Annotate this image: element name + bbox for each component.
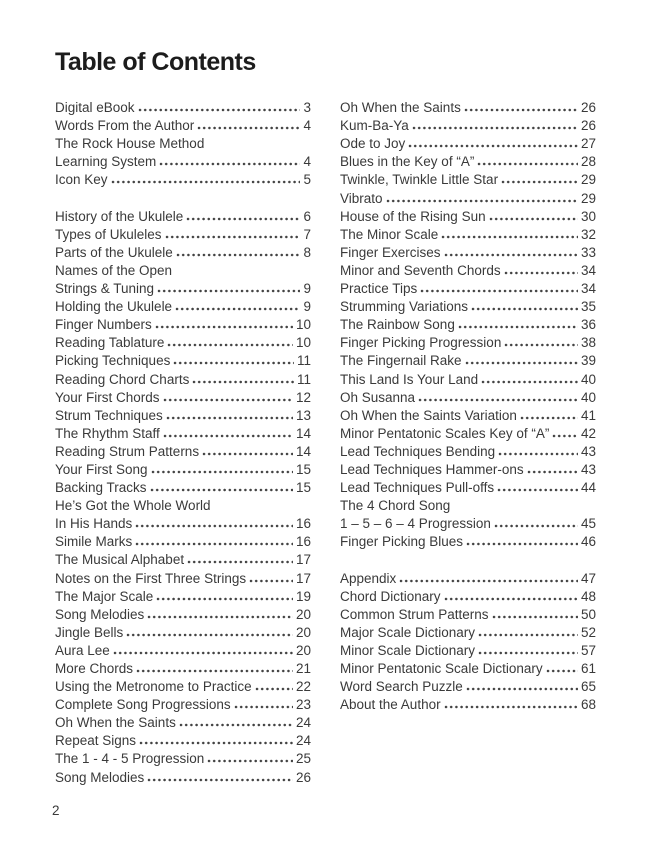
toc-entry-title: Finger Numbers xyxy=(55,317,152,333)
toc-entry xyxy=(340,477,596,495)
toc-leader-dots xyxy=(465,361,578,365)
toc-entry-title: Oh When the Saints Variation xyxy=(340,407,517,423)
toc-entry xyxy=(55,224,311,242)
toc-leader-dots xyxy=(249,579,293,583)
toc-entry-page-number: 29 xyxy=(580,172,596,188)
toc-leader-dots xyxy=(156,597,293,601)
toc-entry-title: Words From the Author xyxy=(55,118,195,134)
toc-leader-dots xyxy=(494,524,578,528)
toc-entry-page-number: 20 xyxy=(295,606,311,622)
toc-entry-page-number: 24 xyxy=(295,715,311,731)
toc-entry-page-number: 10 xyxy=(295,317,311,333)
toc-entry-title: Vibrato xyxy=(340,190,383,206)
toc-leader-dots xyxy=(113,651,293,655)
toc-entry-title: Chord Dictionary xyxy=(340,588,441,604)
toc-entry xyxy=(55,97,311,115)
toc-section-spacer xyxy=(340,549,596,567)
toc-entry-title: Finger Picking Progression xyxy=(340,335,502,351)
toc-entry xyxy=(340,676,596,694)
toc-entry-page-number: 34 xyxy=(580,281,596,297)
toc-leader-dots xyxy=(466,687,578,691)
toc-entry-title: Strumming Variations xyxy=(340,299,469,315)
toc-entry-title: Strings & Tuning xyxy=(55,281,155,297)
toc-leader-dots xyxy=(111,180,301,184)
toc-entry-page-number: 24 xyxy=(295,733,311,749)
toc-entry-title: The 1 - 4 - 5 Progression xyxy=(55,751,205,767)
toc-entry xyxy=(340,640,596,658)
toc-entry xyxy=(340,459,596,477)
toc-leader-dots xyxy=(444,253,578,257)
toc-leader-dots xyxy=(155,325,293,329)
toc-leader-dots xyxy=(418,398,578,402)
toc-entry-page-number: 20 xyxy=(295,642,311,658)
toc-leader-dots xyxy=(481,380,578,384)
toc-entry xyxy=(340,350,596,368)
toc-leader-dots xyxy=(197,126,300,130)
toc-entry-page-number: 9 xyxy=(303,281,311,297)
toc-entry-page-number: 19 xyxy=(295,588,311,604)
toc-entry-page-number: 11 xyxy=(296,353,311,369)
toc-entry xyxy=(55,658,311,676)
toc-entry-page-number: 40 xyxy=(580,389,596,405)
toc-entry xyxy=(55,278,311,296)
toc-entry xyxy=(55,694,311,712)
toc-entry xyxy=(340,115,596,133)
toc-leader-dots xyxy=(412,126,578,130)
toc-entry-page-number: 17 xyxy=(295,570,311,586)
toc-entry-title: Jingle Bells xyxy=(55,624,124,640)
toc-entry-title: Picking Techniques xyxy=(55,353,171,369)
toc-leader-dots xyxy=(136,669,293,673)
toc-entry-title: Kum-Ba-Ya xyxy=(340,118,409,134)
toc-entry-page-number: 3 xyxy=(303,100,311,116)
toc-leader-dots xyxy=(207,759,293,763)
toc-entry-page-number: 6 xyxy=(303,208,311,224)
toc-entry-title: Holding the Ukulele xyxy=(55,299,173,315)
toc-entry-page-number: 15 xyxy=(295,480,311,496)
toc-entry-page-number: 39 xyxy=(580,353,596,369)
toc-entry xyxy=(340,513,596,531)
toc-entry-page-number: 11 xyxy=(296,371,311,387)
toc-entry-page-number: 5 xyxy=(303,172,311,188)
toc-leader-dots xyxy=(179,723,293,727)
toc-entry-page-number: 30 xyxy=(580,208,596,224)
toc-entry-page-number: 50 xyxy=(580,606,596,622)
toc-entry-title: The Fingernail Rake xyxy=(340,353,462,369)
toc-leader-dots xyxy=(187,560,293,564)
toc-leader-dots xyxy=(408,144,578,148)
toc-entry-title: He’s Got the Whole World xyxy=(55,498,211,514)
toc-entry xyxy=(55,314,311,332)
toc-entry-page-number: 23 xyxy=(295,697,311,713)
toc-entry-page-number: 8 xyxy=(303,244,311,260)
toc-entry-page-number: 41 xyxy=(580,407,596,423)
toc-entry xyxy=(340,97,596,115)
toc-entry xyxy=(340,151,596,169)
toc-entry-page-number: 34 xyxy=(580,262,596,278)
toc-leader-dots xyxy=(126,633,293,637)
toc-entry-title: Parts of the Ukulele xyxy=(55,244,173,260)
toc-entry-page-number: 28 xyxy=(580,154,596,170)
toc-entry-title: The 4 Chord Song xyxy=(340,498,451,514)
toc-entry-page-number: 43 xyxy=(580,443,596,459)
toc-leader-dots xyxy=(202,452,293,456)
toc-entry-title: 1 – 5 – 6 – 4 Progression xyxy=(340,516,491,532)
toc-entry-page-number: 27 xyxy=(580,136,596,152)
toc-entry xyxy=(55,206,311,224)
toc-entry-page-number: 52 xyxy=(580,624,596,640)
toc-entry-title: Major Scale Dictionary xyxy=(340,624,476,640)
toc-entry-title: Common Strum Patterns xyxy=(340,606,489,622)
toc-entry xyxy=(340,531,596,549)
toc-leader-dots xyxy=(147,778,293,782)
toc-entry-title: Lead Techniques Pull-offs xyxy=(340,480,495,496)
toc-entry-page-number: 32 xyxy=(580,226,596,242)
toc-entry-title: Complete Song Progressions xyxy=(55,697,231,713)
toc-entry-title: Song Melodies xyxy=(55,769,145,785)
toc-entry xyxy=(55,640,311,658)
toc-leader-dots xyxy=(466,542,578,546)
toc-leader-dots xyxy=(458,325,578,329)
toc-entry-title: House of the Rising Sun xyxy=(340,208,486,224)
toc-entry-title: Finger Picking Blues xyxy=(340,534,464,550)
toc-leader-dots xyxy=(552,434,578,438)
toc-entry-title: Digital eBook xyxy=(55,100,135,116)
toc-entry-page-number: 26 xyxy=(580,100,596,116)
toc-leader-dots xyxy=(165,235,301,239)
toc-entry xyxy=(340,332,596,350)
toc-entry-page-number: 35 xyxy=(580,299,596,315)
toc-entry xyxy=(340,133,596,151)
toc-entry-page-number: 10 xyxy=(295,335,311,351)
toc-entry xyxy=(340,567,596,585)
toc-entry xyxy=(55,622,311,640)
toc-entry-title: The Musical Alphabet xyxy=(55,552,185,568)
toc-entry xyxy=(55,423,311,441)
toc-leader-dots xyxy=(186,217,300,221)
toc-entry-title: Appendix xyxy=(340,570,397,586)
toc-entry xyxy=(55,604,311,622)
toc-entry xyxy=(55,766,311,784)
toc-entry-page-number: 65 xyxy=(580,679,596,695)
toc-entry-page-number: 13 xyxy=(295,407,311,423)
toc-leader-dots xyxy=(166,416,293,420)
toc-entry-page-number: 16 xyxy=(295,534,311,550)
toc-leader-dots xyxy=(420,289,578,293)
toc-entry xyxy=(55,531,311,549)
toc-entry-title: Oh When the Saints xyxy=(55,715,176,731)
toc-leader-dots xyxy=(386,199,578,203)
toc-leader-dots xyxy=(151,470,293,474)
toc-entry xyxy=(340,242,596,260)
toc-entry xyxy=(340,387,596,405)
toc-entry-title: Learning System xyxy=(55,154,157,170)
toc-entry-title: The Rhythm Staff xyxy=(55,425,160,441)
toc-entry-title: Twinkle, Twinkle Little Star xyxy=(340,172,499,188)
toc-entry xyxy=(55,495,311,513)
toc-entry xyxy=(340,368,596,386)
toc-entry-page-number: 9 xyxy=(303,299,311,315)
toc-entry-title: Backing Tracks xyxy=(55,480,147,496)
toc-entry-page-number: 20 xyxy=(295,624,311,640)
toc-entry xyxy=(340,658,596,676)
toc-leader-dots xyxy=(163,434,293,438)
toc-leader-dots xyxy=(159,162,300,166)
toc-entry-page-number: 15 xyxy=(295,461,311,477)
toc-entry xyxy=(55,350,311,368)
toc-entry-title: Using the Metronome to Practice xyxy=(55,679,252,695)
toc-entry-title: Aura Lee xyxy=(55,642,110,658)
toc-entry-page-number: 38 xyxy=(580,335,596,351)
toc-entry-page-number: 4 xyxy=(303,118,311,134)
toc-entry-title: The Rock House Method xyxy=(55,136,205,152)
toc-entry xyxy=(55,586,311,604)
toc-entry-title: Repeat Signs xyxy=(55,733,137,749)
toc-leader-dots xyxy=(444,705,578,709)
toc-leader-dots xyxy=(504,271,578,275)
toc-leader-dots xyxy=(255,687,293,691)
toc-entry-title: History of the Ukulele xyxy=(55,208,184,224)
toc-leader-dots xyxy=(477,162,578,166)
toc-entry-page-number: 16 xyxy=(295,516,311,532)
toc-entry-title: Your First Song xyxy=(55,461,148,477)
toc-entry-page-number: 45 xyxy=(580,516,596,532)
toc-entry-title: Ode to Joy xyxy=(340,136,406,152)
toc-entry xyxy=(340,206,596,224)
toc-entry xyxy=(55,115,311,133)
toc-entry-page-number: 14 xyxy=(295,443,311,459)
toc-entry xyxy=(55,477,311,495)
toc-entry xyxy=(340,694,596,712)
toc-leader-dots xyxy=(444,597,578,601)
toc-leader-dots xyxy=(501,180,578,184)
toc-entry-page-number: 46 xyxy=(580,534,596,550)
toc-leader-dots xyxy=(464,108,578,112)
toc-leader-dots xyxy=(478,651,578,655)
toc-entry xyxy=(340,604,596,622)
toc-entry-title: Minor Pentatonic Scale Dictionary xyxy=(340,661,543,676)
toc-leader-dots xyxy=(139,741,293,745)
toc-leader-dots xyxy=(192,380,294,384)
toc-entry xyxy=(340,495,596,513)
toc-entry-page-number: 29 xyxy=(580,190,596,206)
toc-entry-title: Icon Key xyxy=(55,172,108,188)
toc-entry-title: Types of Ukuleles xyxy=(55,226,162,242)
toc-entry-title: Lead Techniques Bending xyxy=(340,443,496,459)
toc-entry-title: The Rainbow Song xyxy=(340,317,455,333)
toc-entry-title: Word Search Puzzle xyxy=(340,679,463,695)
toc-leader-dots xyxy=(147,615,293,619)
toc-entry-title: Notes on the First Three Strings xyxy=(55,570,247,586)
toc-entry-title: Reading Strum Patterns xyxy=(55,443,200,459)
toc-entry xyxy=(340,423,596,441)
toc-leader-dots xyxy=(498,452,578,456)
toc-entry xyxy=(340,314,596,332)
toc-leader-dots xyxy=(441,235,578,239)
toc-entry-title: In His Hands xyxy=(55,516,133,532)
toc-leader-dots xyxy=(173,361,294,365)
toc-entry xyxy=(55,387,311,405)
toc-entry xyxy=(55,459,311,477)
toc-entry-page-number: 25 xyxy=(295,751,311,767)
toc-entry xyxy=(55,242,311,260)
toc-entry xyxy=(55,332,311,350)
toc-entry xyxy=(55,405,311,423)
toc-entry-title: Simile Marks xyxy=(55,534,133,550)
toc-entry-title: Oh Susanna xyxy=(340,389,416,405)
toc-entry xyxy=(340,296,596,314)
toc-right-column xyxy=(340,97,596,785)
toc-entry-page-number: 4 xyxy=(303,154,311,170)
toc-entry xyxy=(340,187,596,205)
toc-entry xyxy=(340,441,596,459)
toc-entry-title: Oh When the Saints xyxy=(340,100,461,116)
toc-entry xyxy=(55,151,311,169)
toc-entry-page-number: 36 xyxy=(580,317,596,333)
toc-entry xyxy=(340,278,596,296)
toc-left-column xyxy=(55,97,311,785)
toc-entry xyxy=(55,730,311,748)
toc-entry-page-number: 12 xyxy=(295,389,311,405)
toc-entry-page-number: 22 xyxy=(295,679,311,695)
toc-entry-page-number: 21 xyxy=(295,661,311,676)
toc-entry-page-number: 43 xyxy=(580,461,596,477)
toc-entry xyxy=(55,513,311,531)
toc-entry-title: Song Melodies xyxy=(55,606,145,622)
toc-entry-page-number: 17 xyxy=(295,552,311,568)
toc-entry xyxy=(340,622,596,640)
toc-leader-dots xyxy=(478,633,578,637)
toc-entry-page-number: 61 xyxy=(580,661,596,676)
toc-entry-title: Reading Chord Charts xyxy=(55,371,190,387)
toc-leader-dots xyxy=(167,343,293,347)
toc-section-spacer xyxy=(55,187,311,205)
toc-entry-title: Minor Pentatonic Scales Key of “A” xyxy=(340,425,550,441)
toc-entry-page-number: 68 xyxy=(580,697,596,713)
folio-page-number: 2 xyxy=(52,803,60,818)
toc-entry xyxy=(55,712,311,730)
toc-columns xyxy=(55,97,596,785)
toc-entry xyxy=(55,748,311,766)
toc-entry-title: Practice Tips xyxy=(340,281,418,297)
toc-entry-title: This Land Is Your Land xyxy=(340,371,479,387)
toc-entry-title: Finger Exercises xyxy=(340,244,441,260)
toc-entry xyxy=(55,676,311,694)
toc-leader-dots xyxy=(135,524,293,528)
toc-entry xyxy=(55,169,311,187)
toc-entry xyxy=(340,260,596,278)
toc-entry-title: Names of the Open xyxy=(55,262,173,278)
toc-leader-dots xyxy=(150,488,293,492)
toc-entry-title: Blues in the Key of “A” xyxy=(340,154,475,170)
toc-entry-page-number: 26 xyxy=(295,769,311,785)
toc-entry xyxy=(340,224,596,242)
toc-entry-page-number: 14 xyxy=(295,425,311,441)
toc-leader-dots xyxy=(471,307,578,311)
toc-entry-page-number: 44 xyxy=(580,480,596,496)
toc-entry xyxy=(55,260,311,278)
page-title: Table of Contents xyxy=(55,47,256,76)
toc-entry-page-number: 42 xyxy=(580,425,596,441)
toc-entry xyxy=(55,133,311,151)
toc-entry-page-number: 33 xyxy=(580,244,596,260)
toc-leader-dots xyxy=(135,542,293,546)
toc-leader-dots xyxy=(138,108,301,112)
toc-leader-dots xyxy=(399,579,578,583)
toc-leader-dots xyxy=(504,343,578,347)
toc-entry-page-number: 57 xyxy=(580,642,596,658)
toc-leader-dots xyxy=(497,488,578,492)
toc-entry-title: Minor and Seventh Chords xyxy=(340,262,501,278)
toc-entry xyxy=(340,169,596,187)
toc-entry-page-number: 26 xyxy=(580,118,596,134)
toc-entry xyxy=(55,549,311,567)
toc-entry-page-number: 40 xyxy=(580,371,596,387)
toc-leader-dots xyxy=(175,307,300,311)
toc-entry-page-number: 48 xyxy=(580,588,596,604)
toc-leader-dots xyxy=(492,615,578,619)
toc-entry-title: Minor Scale Dictionary xyxy=(340,642,476,658)
toc-leader-dots xyxy=(546,669,578,673)
toc-leader-dots xyxy=(520,416,578,420)
toc-entry xyxy=(55,441,311,459)
toc-entry xyxy=(55,567,311,585)
toc-entry xyxy=(55,296,311,314)
toc-leader-dots xyxy=(527,470,578,474)
toc-leader-dots xyxy=(163,398,293,402)
toc-entry-page-number: 7 xyxy=(303,226,311,242)
toc-entry-title: Strum Techniques xyxy=(55,407,163,423)
toc-entry-title: The Minor Scale xyxy=(340,226,439,242)
toc-entry-title: The Major Scale xyxy=(55,588,154,604)
toc-entry xyxy=(340,405,596,423)
toc-entry-title: Your First Chords xyxy=(55,389,160,405)
toc-leader-dots xyxy=(176,253,301,257)
toc-entry-title: Lead Techniques Hammer-ons xyxy=(340,461,524,477)
toc-entry-title: Reading Tablature xyxy=(55,335,165,351)
toc-entry xyxy=(55,368,311,386)
toc-leader-dots xyxy=(157,289,300,293)
toc-entry-page-number: 47 xyxy=(580,570,596,586)
toc-entry-title: About the Author xyxy=(340,697,441,713)
toc-leader-dots xyxy=(489,217,578,221)
toc-entry-title: More Chords xyxy=(55,661,134,676)
toc-entry xyxy=(340,586,596,604)
toc-leader-dots xyxy=(234,705,293,709)
